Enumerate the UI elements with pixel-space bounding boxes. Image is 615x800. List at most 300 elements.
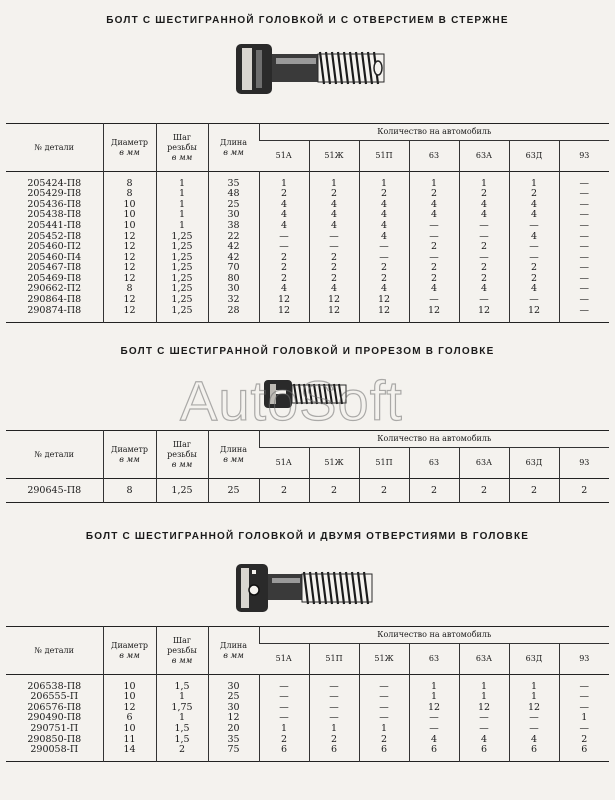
table-cell: 75 <box>208 745 259 756</box>
table-cell: 70 <box>208 263 259 274</box>
spacer-cell <box>6 755 103 762</box>
table-cell: — <box>359 242 409 253</box>
table-cell: 1 <box>156 178 208 189</box>
table-cell: 1 <box>459 681 509 692</box>
bolt-table-shank-hole <box>6 123 609 323</box>
model-header-cell: 93 <box>559 448 609 479</box>
table-cell: — <box>409 252 459 263</box>
table-cell: 1,25 <box>156 485 208 496</box>
spacer-cell <box>309 496 359 503</box>
model-header-cell: 63Д <box>509 644 559 675</box>
table-cell: 4 <box>459 734 509 745</box>
table-cell: 2 <box>359 734 409 745</box>
table-cell: 4 <box>509 199 559 210</box>
table-cell: 1,5 <box>156 734 208 745</box>
model-header-cell: 51А <box>275 151 292 160</box>
table-cell: 10 <box>103 681 156 692</box>
table-cell: — <box>259 681 309 692</box>
table-cell: 1,75 <box>156 702 208 713</box>
part-number-cell: 206555-П <box>30 691 79 703</box>
table-cell: 2 <box>559 485 609 496</box>
table-cell: — <box>559 305 609 316</box>
table-body <box>6 479 609 503</box>
table-cell: 2 <box>156 745 208 756</box>
table-cell: 32 <box>208 295 259 306</box>
table-cell: 4 <box>309 220 359 231</box>
table-row <box>6 305 609 316</box>
table-cell: — <box>559 263 609 274</box>
section-title: БОЛТ С ШЕСТИГРАННОЙ ГОЛОВКОЙ И ДВУМЯ ОТВЕРСТИЯМИ В ГОЛОВКЕ <box>85 531 530 542</box>
table-cell: — <box>409 231 459 242</box>
table-cell: 4 <box>309 199 359 210</box>
spacer-cell <box>509 496 559 503</box>
part-number-cell: 205441-П8 <box>27 219 82 231</box>
part-number-cell: 205424-П8 <box>27 177 82 189</box>
table-cell: 1 <box>259 723 309 734</box>
table-cell: 2 <box>309 189 359 200</box>
table-cell: — <box>509 220 559 231</box>
table-cell: 1 <box>509 692 559 703</box>
table-cell: 6 <box>409 745 459 756</box>
table-cell: — <box>409 713 459 724</box>
table-row <box>6 713 609 724</box>
part-number-cell: 205438-П8 <box>27 209 82 221</box>
table-cell: 12 <box>309 295 359 306</box>
part-number-cell: 290645-П8 <box>27 484 82 496</box>
table-cell: — <box>459 252 509 263</box>
table-cell: 1 <box>459 692 509 703</box>
spacer-cell <box>409 496 459 503</box>
table-cell: 2 <box>309 263 359 274</box>
table-body <box>6 172 609 323</box>
table-cell: — <box>559 178 609 189</box>
header-quantity: Количество на автомобиль <box>259 431 609 448</box>
table-cell: 12 <box>103 702 156 713</box>
table-cell: 2 <box>359 189 409 200</box>
spacer-cell <box>359 316 409 323</box>
spacer-cell <box>6 316 103 323</box>
table-cell: 1 <box>156 189 208 200</box>
table-cell: — <box>509 295 559 306</box>
model-header-cell: 51А <box>275 654 292 663</box>
table-cell: 12 <box>309 305 359 316</box>
table-cell: 4 <box>509 210 559 221</box>
spacer-cell <box>259 316 309 323</box>
table-cell: 1,25 <box>156 305 208 316</box>
table-cell: — <box>559 295 609 306</box>
table-cell: — <box>559 273 609 284</box>
table-cell: 2 <box>409 189 459 200</box>
table-cell: 12 <box>103 295 156 306</box>
table-cell: 2 <box>259 734 309 745</box>
table-cell: — <box>359 681 409 692</box>
table-cell: 2 <box>459 242 509 253</box>
table-row <box>6 231 609 242</box>
spacer-cell <box>208 755 259 762</box>
table-cell: 4 <box>259 199 309 210</box>
bolt-with-shank-hole-illustration <box>232 38 392 100</box>
table-cell: 1 <box>359 723 409 734</box>
model-header-cell: 51П <box>359 448 409 479</box>
table-cell: — <box>409 295 459 306</box>
table-cell: 4 <box>459 284 509 295</box>
table-cell: 12 <box>103 242 156 253</box>
table-cell: — <box>559 723 609 734</box>
table-cell: 2 <box>259 273 309 284</box>
table-cell: 12 <box>103 305 156 316</box>
part-number-cell: 290864-П8 <box>27 294 82 306</box>
table-cell: 1 <box>409 178 459 189</box>
table-cell: — <box>359 252 409 263</box>
table-cell: 30 <box>208 702 259 713</box>
table-row <box>6 220 609 231</box>
section-title: БОЛТ С ШЕСТИГРАННОЙ ГОЛОВКОЙ И ПРОРЕЗОМ В ГОЛОВКЕ <box>120 346 495 357</box>
table-cell: — <box>259 242 309 253</box>
table-cell: 2 <box>509 263 559 274</box>
table-cell: 6 <box>259 745 309 756</box>
table-cell: 1 <box>459 178 509 189</box>
spacer-cell <box>208 496 259 503</box>
part-number-cell: 206576-П8 <box>27 701 82 713</box>
spacer-row <box>6 316 609 323</box>
spacer-cell <box>6 496 103 503</box>
table-cell: 4 <box>459 210 509 221</box>
table-cell: — <box>309 242 359 253</box>
table-cell: 1 <box>156 210 208 221</box>
spacer-cell <box>103 496 156 503</box>
table-cell: 1,25 <box>156 295 208 306</box>
table-cell: 2 <box>409 273 459 284</box>
table-cell: — <box>459 231 509 242</box>
spacer-cell <box>259 755 309 762</box>
bolt-with-two-head-holes-illustration <box>232 560 384 616</box>
table-cell: 8 <box>103 178 156 189</box>
table-cell: 42 <box>208 242 259 253</box>
spacer-cell <box>156 496 208 503</box>
table-row <box>6 681 609 692</box>
table-cell: 4 <box>359 220 409 231</box>
table-cell: 11 <box>103 734 156 745</box>
table-cell: 25 <box>208 692 259 703</box>
spacer-cell <box>559 496 609 503</box>
table-cell: 6 <box>103 713 156 724</box>
table-cell: — <box>309 231 359 242</box>
table-cell: 4 <box>359 231 409 242</box>
table-cell: 8 <box>103 485 156 496</box>
part-number-cell: 290850-П8 <box>27 733 82 745</box>
spacer-cell <box>509 316 559 323</box>
table-cell: 12 <box>103 263 156 274</box>
table-cell: — <box>309 681 359 692</box>
part-number-cell: 205436-П8 <box>27 198 82 210</box>
table-cell: 2 <box>409 263 459 274</box>
table-cell: 1,25 <box>156 252 208 263</box>
table-cell: 2 <box>509 485 559 496</box>
table-cell: — <box>409 723 459 734</box>
table-cell: 2 <box>509 273 559 284</box>
model-header-cell: 63 <box>409 141 459 172</box>
table-cell: 1,25 <box>156 263 208 274</box>
table-cell: 4 <box>459 199 509 210</box>
model-header-cell: 63А <box>459 141 509 172</box>
table-cell: 2 <box>459 189 509 200</box>
model-header-cell: 63А <box>459 644 509 675</box>
table-cell: 2 <box>309 252 359 263</box>
table-cell: 4 <box>359 284 409 295</box>
table-row <box>6 692 609 703</box>
table-cell: 4 <box>259 284 309 295</box>
table-cell: 1,25 <box>156 284 208 295</box>
part-number-cell: 290874-П8 <box>27 304 82 316</box>
table-cell: 10 <box>103 723 156 734</box>
spacer-row <box>6 496 609 503</box>
spacer-cell <box>309 755 359 762</box>
spacer-cell <box>409 755 459 762</box>
part-number-cell: 205429-П8 <box>27 188 82 200</box>
spacer-cell <box>208 316 259 323</box>
header-pitch: Шаг резьбы в мм <box>156 627 208 675</box>
table-cell: 12 <box>359 305 409 316</box>
table-cell: 1 <box>156 220 208 231</box>
table-cell: 1,25 <box>156 242 208 253</box>
table-cell: 12 <box>459 702 509 713</box>
model-header-cell: 63 <box>409 644 459 675</box>
table-cell: 4 <box>509 231 559 242</box>
spacer-cell <box>103 755 156 762</box>
table-cell: — <box>259 692 309 703</box>
table-cell: — <box>459 713 509 724</box>
spacer-cell <box>559 316 609 323</box>
spacer-cell <box>156 755 208 762</box>
table-cell: 2 <box>459 263 509 274</box>
table-cell: 2 <box>409 485 459 496</box>
table-cell: 28 <box>208 305 259 316</box>
table-cell: — <box>559 702 609 713</box>
table-cell: 12 <box>103 231 156 242</box>
spacer-cell <box>509 755 559 762</box>
part-number-cell: 290751-П <box>30 722 79 734</box>
table-row <box>6 295 609 306</box>
table-cell: 8 <box>103 284 156 295</box>
table-cell: 14 <box>103 745 156 756</box>
table-cell: — <box>559 242 609 253</box>
model-header-cell: 93 <box>559 644 609 675</box>
table-cell: — <box>459 295 509 306</box>
part-number-cell: 206538-П8 <box>27 680 82 692</box>
table-cell: — <box>509 242 559 253</box>
table-cell: 6 <box>559 745 609 756</box>
table-cell: 30 <box>208 210 259 221</box>
table-cell: 2 <box>259 485 309 496</box>
bolt-table-two-head-holes <box>6 626 609 762</box>
table-cell: 2 <box>409 242 459 253</box>
table-cell: 1 <box>559 713 609 724</box>
table-row <box>6 745 609 756</box>
table-cell: 4 <box>259 220 309 231</box>
table-cell: 25 <box>208 199 259 210</box>
header-pitch: Шаг резьбы в мм <box>156 431 208 479</box>
table-cell: 22 <box>208 231 259 242</box>
table-cell: 35 <box>208 178 259 189</box>
table-cell: 1 <box>309 178 359 189</box>
header-pitch: Шаг резьбы в мм <box>156 124 208 172</box>
table-cell: 1 <box>409 681 459 692</box>
table-cell: 2 <box>359 485 409 496</box>
table-cell: — <box>509 723 559 734</box>
table-cell: 1,25 <box>156 273 208 284</box>
table-cell: 1 <box>156 692 208 703</box>
part-number-cell: 205460-П4 <box>27 251 82 263</box>
spacer-cell <box>156 316 208 323</box>
header-quantity: Количество на автомобиль <box>259 627 609 644</box>
table-cell: — <box>309 713 359 724</box>
spacer-cell <box>359 496 409 503</box>
table-cell: 10 <box>103 210 156 221</box>
spacer-cell <box>459 496 509 503</box>
table-cell: 2 <box>259 263 309 274</box>
watermark: AutoSoft <box>180 369 403 432</box>
spacer-cell <box>409 316 459 323</box>
table-cell: 12 <box>259 305 309 316</box>
table-cell: 2 <box>259 189 309 200</box>
table-cell: 35 <box>208 734 259 745</box>
table-row <box>6 273 609 284</box>
table-cell: 12 <box>103 273 156 284</box>
table-cell: 12 <box>359 295 409 306</box>
table-row <box>6 189 609 200</box>
header-diameter: Диаметр в мм <box>103 124 156 172</box>
table-cell: — <box>359 713 409 724</box>
table-cell: 4 <box>409 284 459 295</box>
table-cell: — <box>559 220 609 231</box>
table-cell: — <box>359 702 409 713</box>
table-row <box>6 252 609 263</box>
table-cell: 12 <box>409 305 459 316</box>
model-header-cell: 63Д <box>509 448 559 479</box>
table-cell: 6 <box>359 745 409 756</box>
table-cell: 25 <box>208 485 259 496</box>
table-cell: 2 <box>259 252 309 263</box>
table-row <box>6 485 609 496</box>
table-cell: — <box>559 252 609 263</box>
table-cell: 4 <box>409 734 459 745</box>
spacer-cell <box>359 755 409 762</box>
table-cell: 4 <box>509 734 559 745</box>
table-cell: 2 <box>559 734 609 745</box>
table-cell: 2 <box>309 485 359 496</box>
spacer-cell <box>559 755 609 762</box>
model-header-cell: 51А <box>275 458 292 467</box>
table-cell: — <box>559 210 609 221</box>
section-title: БОЛТ С ШЕСТИГРАННОЙ ГОЛОВКОЙ И С ОТВЕРСТИЕМ В СТЕРЖНЕ <box>106 15 509 26</box>
table-cell: 4 <box>409 210 459 221</box>
bolt-table-slotted-head <box>6 430 609 503</box>
table-cell: 1 <box>259 178 309 189</box>
table-cell: — <box>459 723 509 734</box>
table-cell: 4 <box>309 284 359 295</box>
table-row <box>6 723 609 734</box>
table-body <box>6 675 609 762</box>
table-cell: 2 <box>509 189 559 200</box>
table-cell: 12 <box>409 702 459 713</box>
table-cell: 2 <box>359 263 409 274</box>
table-cell: — <box>559 199 609 210</box>
table-cell: 10 <box>103 220 156 231</box>
spacer-cell <box>259 496 309 503</box>
table-cell: 4 <box>409 199 459 210</box>
header-part: № детали <box>34 645 74 655</box>
table-cell: 80 <box>208 273 259 284</box>
table-cell: 6 <box>509 745 559 756</box>
table-cell: 38 <box>208 220 259 231</box>
model-header-cell: 63Д <box>509 141 559 172</box>
table-cell: 2 <box>459 273 509 284</box>
table-cell: 4 <box>509 284 559 295</box>
table-cell: — <box>559 284 609 295</box>
table-cell: 30 <box>208 284 259 295</box>
header-length: Длина в мм <box>208 124 259 172</box>
table-cell: 42 <box>208 252 259 263</box>
table-cell: — <box>259 702 309 713</box>
model-header-cell: 51Ж <box>309 448 359 479</box>
table-cell: 1 <box>509 178 559 189</box>
table-cell: — <box>259 231 309 242</box>
table-cell: 1 <box>309 723 359 734</box>
spacer-row <box>6 755 609 762</box>
part-number-cell: 205469-П8 <box>27 272 82 284</box>
part-number-cell: 290662-П2 <box>27 283 82 295</box>
table-cell: 2 <box>459 485 509 496</box>
table-cell: 1 <box>156 199 208 210</box>
table-cell: 4 <box>259 210 309 221</box>
table-cell: 10 <box>103 692 156 703</box>
table-cell: 1 <box>359 178 409 189</box>
table-cell: 1,5 <box>156 723 208 734</box>
table-cell: — <box>559 231 609 242</box>
table-cell: 12 <box>208 713 259 724</box>
table-cell: — <box>509 252 559 263</box>
model-header-cell: 51П <box>359 141 409 172</box>
header-part: № детали <box>34 142 74 152</box>
part-number-cell: 205467-П8 <box>27 262 82 274</box>
table-cell: 6 <box>309 745 359 756</box>
table-cell: — <box>509 713 559 724</box>
part-number-cell: 290058-П <box>30 744 79 756</box>
model-header-cell: 93 <box>559 141 609 172</box>
table-cell: — <box>309 692 359 703</box>
table-cell: — <box>309 702 359 713</box>
table-cell: — <box>559 189 609 200</box>
table-cell: 6 <box>459 745 509 756</box>
table-cell: 20 <box>208 723 259 734</box>
table-cell: 2 <box>309 734 359 745</box>
header-length: Длина в мм <box>208 431 259 479</box>
table-cell: — <box>559 692 609 703</box>
table-cell: — <box>459 220 509 231</box>
spacer-cell <box>103 316 156 323</box>
table-row <box>6 178 609 189</box>
table-row <box>6 242 609 253</box>
table-row <box>6 199 609 210</box>
header-part: № детали <box>34 449 74 459</box>
header-quantity: Количество на автомобиль <box>259 124 609 141</box>
table-row <box>6 284 609 295</box>
header-diameter: Диаметр в мм <box>103 431 156 479</box>
table-cell: 8 <box>103 189 156 200</box>
model-header-cell: 63А <box>459 448 509 479</box>
table-cell: 1 <box>156 713 208 724</box>
table-cell: 4 <box>309 210 359 221</box>
